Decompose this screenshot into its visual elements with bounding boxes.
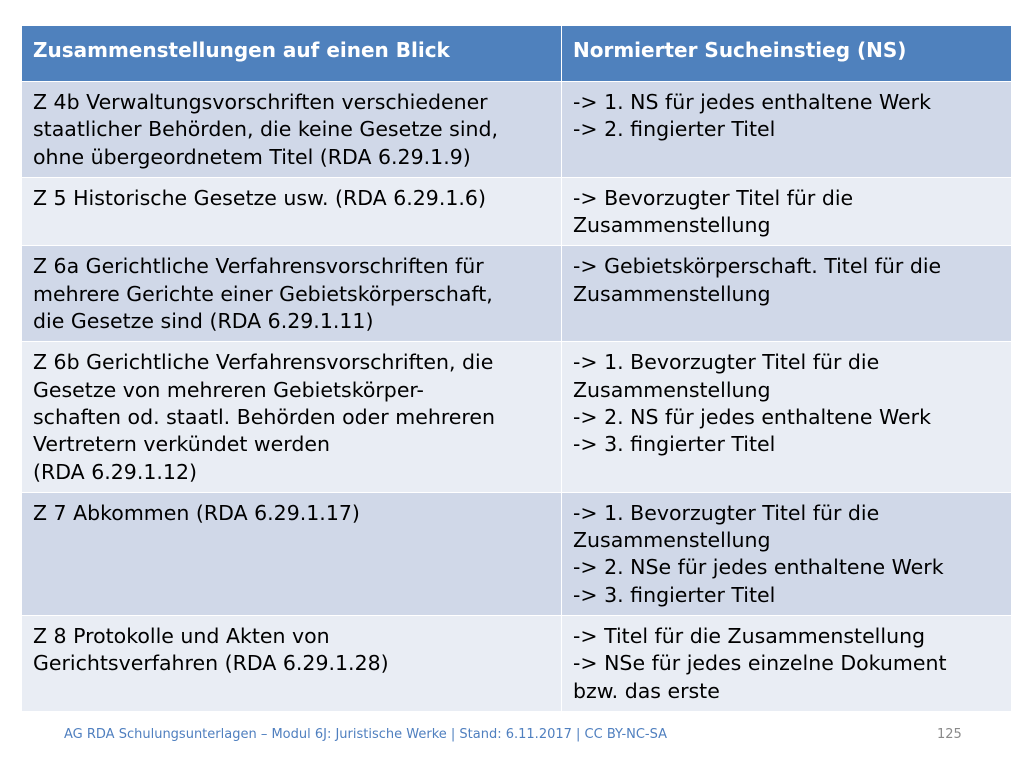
table-row: [22, 342, 1012, 492]
cell-compilation-type: Z 8 Protokolle und Akten von Gerichtsverfahren (RDA 6.29.1.28): [22, 616, 562, 712]
table-row: [22, 616, 1012, 712]
cell-access-point: -> Gebietskörperschaft. Titel für die Zusammenstellung: [562, 246, 1012, 342]
cell-access-point: -> Titel für die Zusammenstellung -> NSe für jedes einzelne Dokument bzw. das erste: [562, 616, 1012, 712]
footer-text: AG RDA Schulungsunterlagen – Modul 6J: Juristische Werke | Stand: 6.11.2017 | CC BY-NC-SA: [64, 727, 668, 742]
cell-compilation-type: Z 5 Historische Gesetze usw. (RDA 6.29.1.6): [22, 177, 562, 246]
cell-access-point: -> 1. Bevorzugter Titel für die Zusammenstellung -> 2. NS für jedes enthaltene Werk -> 3. fingierter Titel: [562, 342, 1012, 492]
table-row: [22, 246, 1012, 342]
cell-access-point: -> Bevorzugter Titel für die Zusammenstellung: [562, 177, 1012, 246]
table-row: [22, 177, 1012, 246]
cell-compilation-type: Z 4b Verwaltungsvorschriften verschiedener staatlicher Behörden, die keine Gesetze sind, ohne übergeordnetem Titel (RDA 6.29.1.9): [22, 82, 562, 178]
table-row: [22, 492, 1012, 615]
cell-compilation-type: Z 6a Gerichtliche Verfahrensvorschriften für mehrere Gerichte einer Gebietskörperschaft, die Gesetze sind (RDA 6.29.1.11): [22, 246, 562, 342]
cell-compilation-type: Z 7 Abkommen (RDA 6.29.1.17): [22, 492, 562, 615]
cell-compilation-type: Z 6b Gerichtliche Verfahrensvorschriften, die Gesetze von mehreren Gebietskörper- schaften od. staatl. Behörden oder mehreren Vertretern verkündet werden (RDA 6.29.1.12): [22, 342, 562, 492]
table-header-row: [22, 26, 1012, 82]
cell-access-point: -> 1. NS für jedes enthaltene Werk -> 2. fingierter Titel: [562, 82, 1012, 178]
header-normalized-access-point: Normierter Sucheinstieg (NS): [562, 26, 1012, 82]
cell-access-point: -> 1. Bevorzugter Titel für die Zusammenstellung -> 2. NSe für jedes enthaltene Werk -> 3. fingierter Titel: [562, 492, 1012, 615]
overview-table: [21, 25, 1012, 712]
page-number: 125: [937, 727, 962, 742]
table-row: [22, 82, 1012, 178]
header-compilations: Zusammenstellungen auf einen Blick: [22, 26, 562, 82]
